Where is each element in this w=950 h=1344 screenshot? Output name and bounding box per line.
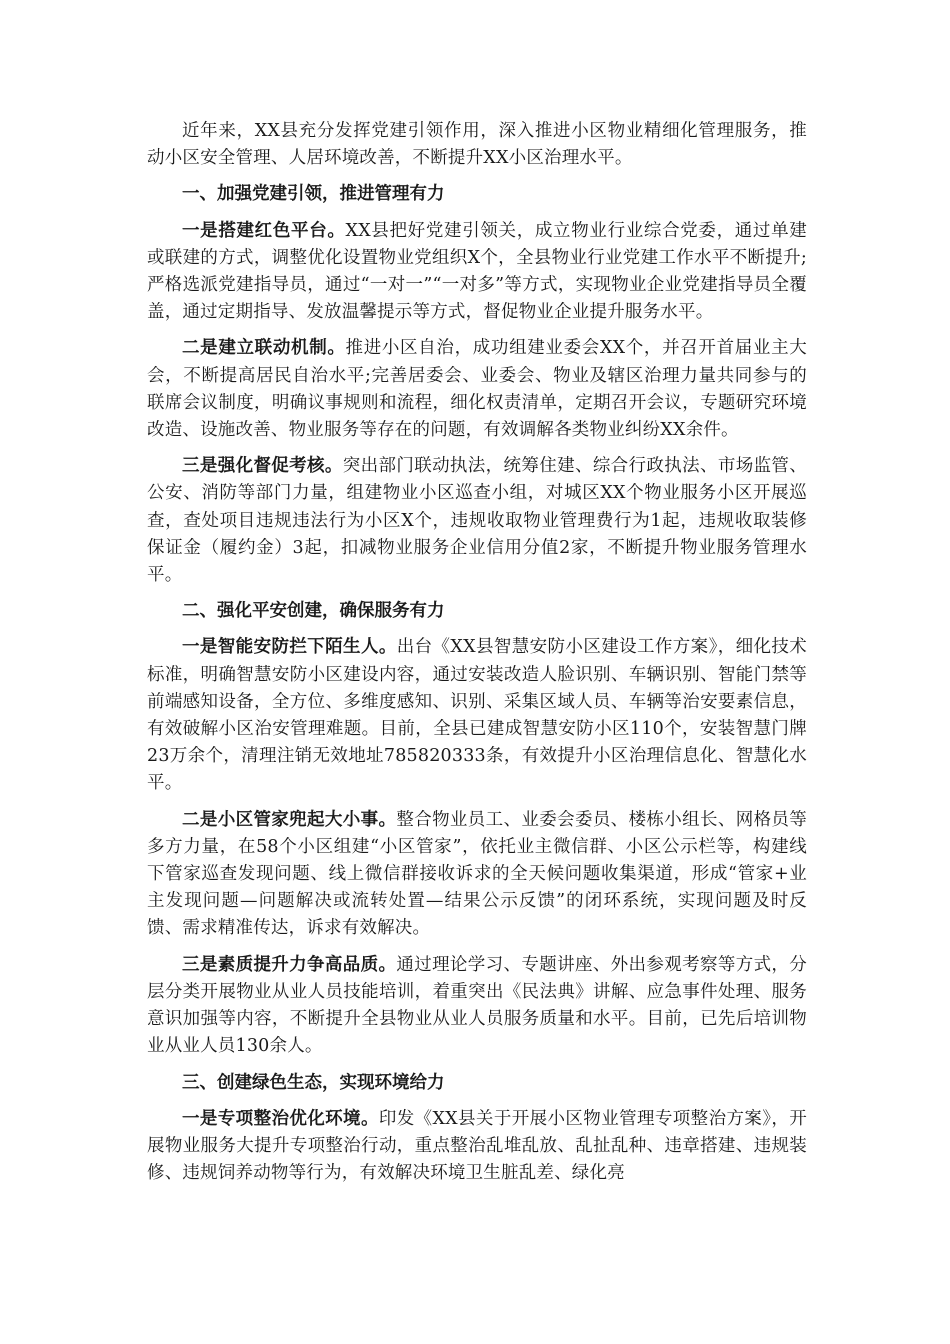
- item-lead: 一是智能安防拦下陌生人。: [182, 637, 397, 658]
- item-text: 突出部门联动执法，统筹住建、综合行政执法、市场监管、公安、消防等部门力量，组建物业小区巡查小组，对城区XX个物业服务小区开展巡查，查处项目违规违法行为小区X个，违规收取物业管理费行为1起，违规收取装修保证金（履约金）3起，扣减物业服务企业信用分值2家，不断提升物业服务管理水平。: [147, 456, 807, 586]
- section-2-item-3: [147, 952, 807, 1061]
- item-text: 通过理论学习、专题讲座、外出参观考察等方式，分层分类开展物业从业人员技能培训，着重突出《民法典》讲解、应急事件处理、服务意识加强等内容，不断提升全县物业从业人员服务质量和水平。目前，已先后培训物业从业人员130余人。: [147, 954, 807, 1057]
- item-text: 整合物业员工、业委会委员、楼栋小组长、网格员等多方力量，在58个小区组建“小区管家”，依托业主微信群、小区公示栏等，构建线下管家巡查发现问题、线上微信群接收诉求的全天候问题收集渠道，形成“管家+业主发现问题—问题解决或流转处置—结果公示反馈”的闭环系统，实现问题及时反馈、需求精准传达，诉求有效解决。: [147, 809, 807, 939]
- section-3-item-1: [147, 1106, 807, 1188]
- section-2-item-1: [147, 634, 807, 797]
- section-heading-2: 二、强化平安创建，确保服务有力: [182, 601, 445, 622]
- item-text: 出台《XX县智慧安防小区建设工作方案》，细化技术标准，明确智慧安防小区建设内容，通过安装改造人脸识别、车辆识别、智能门禁等前端感知设备，全方位、多维度感知、识别、采集区域人员、车辆等治安要素信息，有效破解小区治安管理难题。目前，全县已建成智慧安防小区110个，安装智慧门牌23万余个，清理注销无效地址785820333条，有效提升小区治理信息化、智慧化水平。: [147, 637, 808, 794]
- section-2-item-2: [147, 807, 807, 943]
- item-text: XX县把好党建引领关，成立物业行业综合党委，通过单建或联建的方式，调整优化设置物业党组织X个，全县物业行业党建工作水平不断提升;严格选派党建指导员，通过“一对一”“一对多”等方式，实现物业企业党建指导员全覆盖，通过定期指导、发放温馨提示等方式，督促物业企业提升服务水平。: [147, 220, 807, 323]
- intro-paragraph: 近年来，XX县充分发挥党建引领作用，深入推进小区物业精细化管理服务，推动小区安全管理、人居环境改善，不断提升XX小区治理水平。: [147, 121, 807, 169]
- item-lead: 一是搭建红色平台。: [182, 220, 346, 241]
- section-1-item-1: [147, 218, 807, 327]
- section-1-item-2: [147, 335, 807, 444]
- item-lead: 三是素质提升力争高品质。: [182, 954, 397, 975]
- item-text: 印发《XX县关于开展小区物业管理专项整治方案》，开展物业服务大提升专项整治行动，重点整治乱堆乱放、乱扯乱种、违章搭建、违规装修、违规饲养动物等行为，有效解决环境卫生脏乱差、绿化亮: [147, 1108, 807, 1184]
- item-lead: 一是专项整治优化环境。: [182, 1108, 379, 1129]
- section-heading-3: 三、创建绿色生态，实现环境给力: [182, 1072, 445, 1093]
- item-lead: 二是小区管家兜起大小事。: [182, 809, 397, 830]
- section-1-item-3: [147, 453, 807, 589]
- item-lead: 三是强化督促考核。: [182, 456, 343, 477]
- section-heading-1: 一、加强党建引领，推进管理有力: [182, 184, 445, 205]
- document-body: [147, 118, 807, 1196]
- item-lead: 二是建立联动机制。: [182, 338, 346, 359]
- item-text: 推进小区自治，成功组建业委会XX个，并召开首届业主大会，不断提高居民自治水平;完善居委会、业委会、物业及辖区治理力量共同参与的联席会议制度，明确议事规则和流程，细化权责清单，定期召开会议，专题研究环境改造、设施改善、物业服务等存在的问题，有效调解各类物业纠纷XX余件。: [147, 338, 807, 441]
